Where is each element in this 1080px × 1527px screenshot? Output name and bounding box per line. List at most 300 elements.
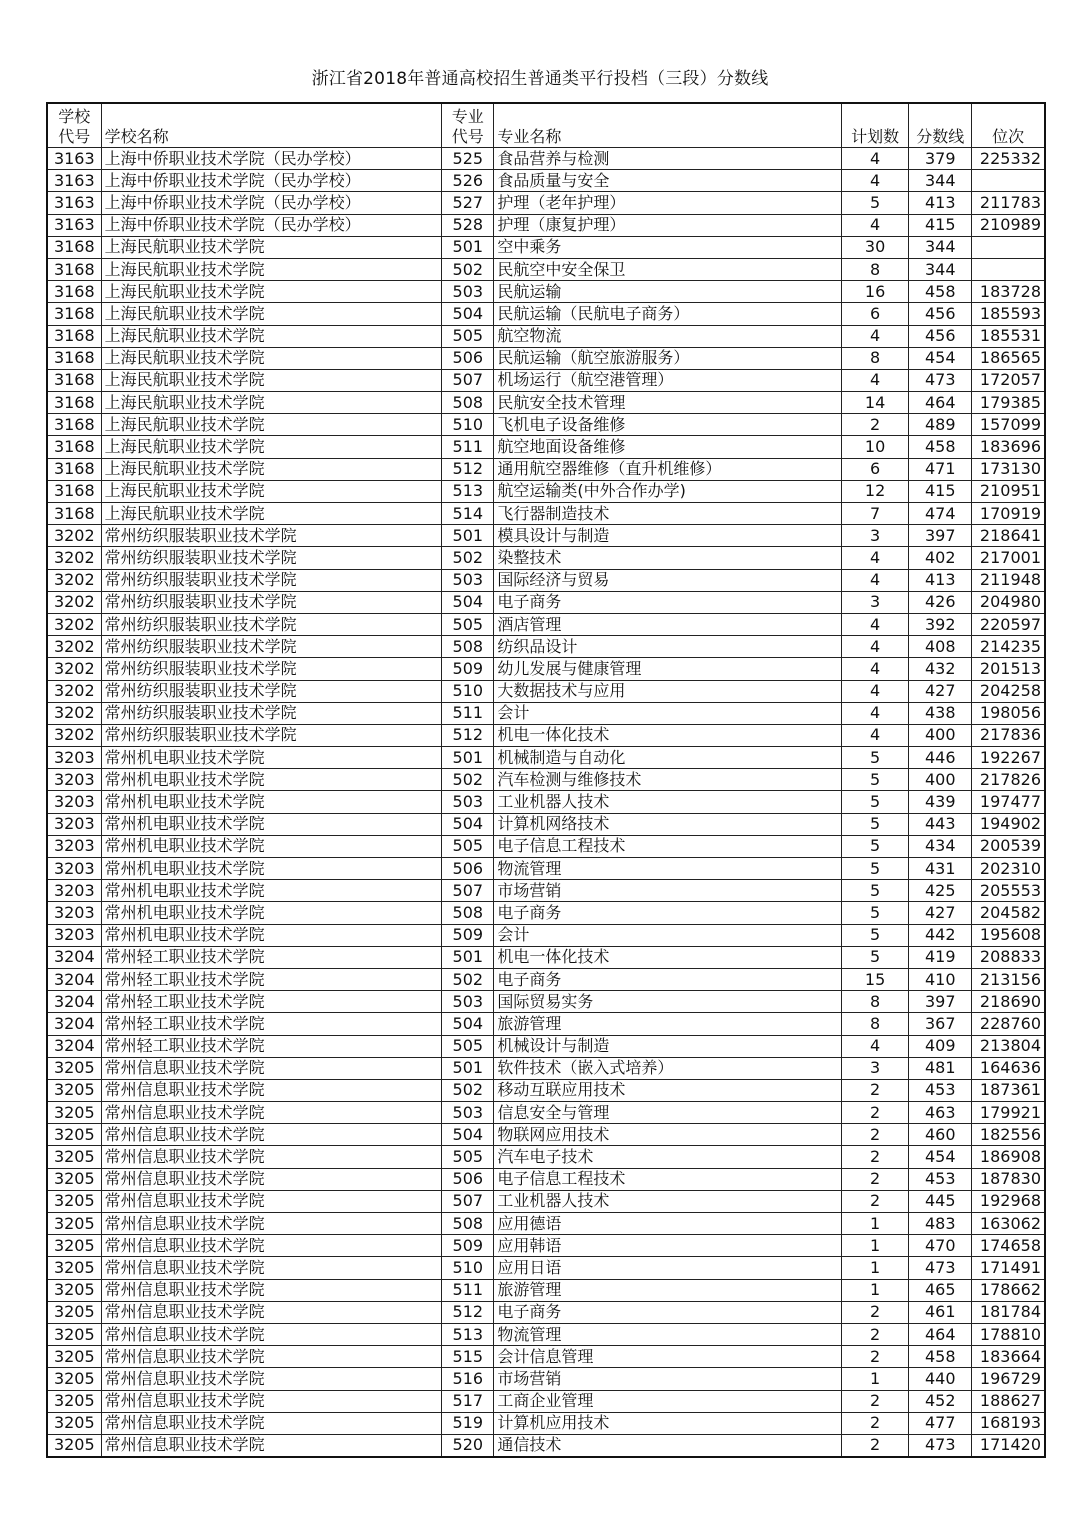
cell-score: 438 (909, 702, 972, 724)
cell-plan: 4 (842, 680, 909, 702)
cell-major-name: 电子信息工程技术 (494, 835, 842, 857)
cell-school-name: 常州信息职业技术学院 (101, 1168, 442, 1190)
cell-major-code: 513 (442, 480, 494, 502)
cell-rank: 170919 (972, 503, 1045, 525)
table-row (47, 1057, 1045, 1079)
header-school-code-line1: 学校 (58, 107, 91, 126)
cell-major-name: 飞行器制造技术 (494, 503, 842, 525)
cell-score: 453 (909, 1168, 972, 1190)
table-row (47, 1035, 1045, 1057)
cell-rank: 178662 (972, 1279, 1045, 1301)
cell-school-code: 3203 (47, 902, 101, 924)
table-row (47, 769, 1045, 791)
cell-school-code: 3163 (47, 214, 101, 236)
cell-school-name: 上海民航职业技术学院 (101, 325, 442, 347)
cell-school-name: 常州机电职业技术学院 (101, 880, 442, 902)
cell-major-name: 会计信息管理 (494, 1346, 842, 1368)
table-row (47, 148, 1045, 170)
cell-major-name: 航空地面设备维修 (494, 436, 842, 458)
cell-school-code: 3205 (47, 1190, 101, 1212)
cell-school-name: 常州纺织服装职业技术学院 (101, 702, 442, 724)
cell-school-name: 上海民航职业技术学院 (101, 480, 442, 502)
cell-major-code: 503 (442, 569, 494, 591)
cell-school-name: 常州纺织服装职业技术学院 (101, 613, 442, 635)
cell-plan: 2 (842, 1434, 909, 1457)
cell-major-code: 517 (442, 1390, 494, 1412)
cell-rank: 192968 (972, 1190, 1045, 1212)
cell-rank: 185531 (972, 325, 1045, 347)
cell-school-name: 常州信息职业技术学院 (101, 1235, 442, 1257)
cell-major-code: 504 (442, 1124, 494, 1146)
cell-major-code: 504 (442, 1013, 494, 1035)
cell-major-name: 应用日语 (494, 1257, 842, 1279)
table-row (47, 547, 1045, 569)
cell-plan: 10 (842, 436, 909, 458)
cell-school-code: 3205 (47, 1279, 101, 1301)
cell-major-name: 旅游管理 (494, 1013, 842, 1035)
cell-school-name: 常州机电职业技术学院 (101, 858, 442, 880)
cell-major-code: 503 (442, 281, 494, 303)
cell-plan: 6 (842, 303, 909, 325)
cell-major-name: 工商企业管理 (494, 1390, 842, 1412)
cell-school-code: 3205 (47, 1301, 101, 1323)
cell-major-code: 526 (442, 170, 494, 192)
cell-rank: 186908 (972, 1146, 1045, 1168)
cell-plan: 2 (842, 1146, 909, 1168)
cell-major-code: 528 (442, 214, 494, 236)
document-title: 浙江省2018年普通高校招生普通类平行投档（三段）分数线 (311, 69, 769, 89)
cell-school-name: 上海民航职业技术学院 (101, 236, 442, 258)
cell-school-name: 常州信息职业技术学院 (101, 1279, 442, 1301)
cell-school-name: 常州信息职业技术学院 (101, 1124, 442, 1146)
cell-school-code: 3205 (47, 1057, 101, 1079)
cell-plan: 4 (842, 1035, 909, 1057)
cell-major-code: 516 (442, 1368, 494, 1390)
cell-school-code: 3168 (47, 325, 101, 347)
cell-major-code: 502 (442, 1079, 494, 1101)
cell-rank: 183664 (972, 1346, 1045, 1368)
table-row (47, 613, 1045, 635)
cell-school-code: 3205 (47, 1390, 101, 1412)
cell-school-code: 3204 (47, 991, 101, 1013)
cell-rank: 182556 (972, 1124, 1045, 1146)
cell-major-name: 通用航空器维修（直升机维修） (494, 458, 842, 480)
cell-school-code: 3168 (47, 458, 101, 480)
cell-rank: 163062 (972, 1213, 1045, 1235)
cell-score: 445 (909, 1190, 972, 1212)
table-row (47, 503, 1045, 525)
cell-rank: 214235 (972, 636, 1045, 658)
table-row (47, 1390, 1045, 1412)
cell-school-code: 3205 (47, 1323, 101, 1345)
table-row (47, 436, 1045, 458)
cell-rank: 210951 (972, 480, 1045, 502)
cell-plan: 12 (842, 480, 909, 502)
header-school-code (47, 103, 101, 148)
cell-school-name: 常州信息职业技术学院 (101, 1057, 442, 1079)
cell-major-name: 电子商务 (494, 968, 842, 990)
cell-school-name: 常州轻工职业技术学院 (101, 968, 442, 990)
cell-plan: 5 (842, 858, 909, 880)
cell-plan: 2 (842, 1346, 909, 1368)
cell-score: 442 (909, 924, 972, 946)
cell-plan: 4 (842, 214, 909, 236)
cell-major-code: 501 (442, 1057, 494, 1079)
cell-major-code: 508 (442, 392, 494, 414)
cell-school-name: 常州纺织服装职业技术学院 (101, 569, 442, 591)
cell-score: 473 (909, 369, 972, 391)
cell-major-code: 505 (442, 613, 494, 635)
cell-major-code: 505 (442, 1146, 494, 1168)
cell-plan: 2 (842, 414, 909, 436)
cell-major-name: 航空运输类(中外合作办学) (494, 480, 842, 502)
cell-rank: 174658 (972, 1235, 1045, 1257)
cell-major-code: 504 (442, 303, 494, 325)
table-row (47, 1301, 1045, 1323)
cell-major-code: 502 (442, 968, 494, 990)
table-row (47, 480, 1045, 502)
cell-school-code: 3205 (47, 1412, 101, 1434)
table-row (47, 702, 1045, 724)
cell-school-code: 3168 (47, 281, 101, 303)
cell-major-name: 移动互联应用技术 (494, 1079, 842, 1101)
cell-plan: 4 (842, 702, 909, 724)
cell-score: 344 (909, 258, 972, 280)
cell-plan: 14 (842, 392, 909, 414)
cell-school-name: 上海民航职业技术学院 (101, 303, 442, 325)
cell-school-code: 3203 (47, 791, 101, 813)
cell-school-code: 3202 (47, 636, 101, 658)
cell-school-code: 3205 (47, 1124, 101, 1146)
header-school-code-line2: 代号 (58, 127, 91, 146)
cell-rank: 171491 (972, 1257, 1045, 1279)
cell-score: 415 (909, 214, 972, 236)
cell-major-name: 纺织品设计 (494, 636, 842, 658)
header-rank: 位次 (972, 103, 1045, 148)
cell-score: 425 (909, 880, 972, 902)
cell-major-code: 510 (442, 1257, 494, 1279)
cell-major-name: 工业机器人技术 (494, 1190, 842, 1212)
table-row (47, 791, 1045, 813)
cell-school-name: 上海中侨职业技术学院（民办学校） (101, 148, 442, 170)
cell-score: 415 (909, 480, 972, 502)
cell-school-code: 3205 (47, 1368, 101, 1390)
cell-plan: 5 (842, 747, 909, 769)
cell-rank: 211948 (972, 569, 1045, 591)
cell-school-code: 3203 (47, 813, 101, 835)
cell-school-code: 3168 (47, 258, 101, 280)
cell-major-code: 506 (442, 1168, 494, 1190)
cell-major-code: 504 (442, 591, 494, 613)
cell-school-name: 常州机电职业技术学院 (101, 902, 442, 924)
cell-major-name: 机场运行（航空港管理） (494, 369, 842, 391)
cell-plan: 5 (842, 769, 909, 791)
cell-rank: 200539 (972, 835, 1045, 857)
cell-score: 443 (909, 813, 972, 835)
table-row (47, 991, 1045, 1013)
cell-plan: 1 (842, 1279, 909, 1301)
cell-school-name: 常州信息职业技术学院 (101, 1102, 442, 1124)
table-row (47, 724, 1045, 746)
cell-rank: 164636 (972, 1057, 1045, 1079)
cell-major-name: 计算机应用技术 (494, 1412, 842, 1434)
table-row (47, 458, 1045, 480)
cell-major-code: 508 (442, 902, 494, 924)
table-row (47, 525, 1045, 547)
cell-score: 413 (909, 569, 972, 591)
cell-major-name: 通信技术 (494, 1434, 842, 1457)
table-row (47, 214, 1045, 236)
table-row (47, 835, 1045, 857)
cell-rank: 171420 (972, 1434, 1045, 1457)
cell-major-name: 电子商务 (494, 902, 842, 924)
table-row (47, 1146, 1045, 1168)
cell-rank: 225332 (972, 148, 1045, 170)
cell-major-code: 510 (442, 414, 494, 436)
cell-school-code: 3205 (47, 1079, 101, 1101)
cell-rank: 157099 (972, 414, 1045, 436)
cell-major-name: 民航运输（航空旅游服务） (494, 347, 842, 369)
cell-plan: 3 (842, 591, 909, 613)
cell-rank (972, 258, 1045, 280)
cell-score: 454 (909, 1146, 972, 1168)
cell-major-name: 食品质量与安全 (494, 170, 842, 192)
cell-rank: 173130 (972, 458, 1045, 480)
cell-plan: 5 (842, 813, 909, 835)
cell-school-name: 上海民航职业技术学院 (101, 436, 442, 458)
table-row (47, 1168, 1045, 1190)
table-row (47, 813, 1045, 835)
cell-score: 461 (909, 1301, 972, 1323)
cell-school-name: 上海民航职业技术学院 (101, 347, 442, 369)
cell-school-code: 3202 (47, 569, 101, 591)
cell-school-name: 常州纺织服装职业技术学院 (101, 591, 442, 613)
table-row (47, 281, 1045, 303)
cell-score: 481 (909, 1057, 972, 1079)
cell-school-name: 上海民航职业技术学院 (101, 281, 442, 303)
cell-rank: 179921 (972, 1102, 1045, 1124)
cell-school-name: 常州机电职业技术学院 (101, 747, 442, 769)
cell-major-name: 机电一体化技术 (494, 724, 842, 746)
cell-school-name: 常州纺织服装职业技术学院 (101, 680, 442, 702)
cell-school-name: 常州信息职业技术学院 (101, 1323, 442, 1345)
cell-plan: 2 (842, 1390, 909, 1412)
cell-score: 464 (909, 1323, 972, 1345)
cell-score: 458 (909, 281, 972, 303)
cell-school-name: 常州信息职业技术学院 (101, 1368, 442, 1390)
cell-major-code: 512 (442, 1301, 494, 1323)
table-row (47, 858, 1045, 880)
table-row (47, 236, 1045, 258)
cell-major-name: 市场营销 (494, 1368, 842, 1390)
cell-school-code: 3204 (47, 968, 101, 990)
cell-score: 419 (909, 946, 972, 968)
cell-rank: 198056 (972, 702, 1045, 724)
cell-major-name: 飞机电子设备维修 (494, 414, 842, 436)
cell-major-code: 501 (442, 946, 494, 968)
cell-major-code: 511 (442, 1279, 494, 1301)
cell-major-code: 502 (442, 258, 494, 280)
cell-rank: 192267 (972, 747, 1045, 769)
table-row (47, 1079, 1045, 1101)
table-row (47, 369, 1045, 391)
table-row (47, 1190, 1045, 1212)
cell-major-code: 508 (442, 636, 494, 658)
cell-major-code: 508 (442, 1213, 494, 1235)
cell-major-name: 食品营养与检测 (494, 148, 842, 170)
cell-score: 413 (909, 192, 972, 214)
cell-plan: 5 (842, 902, 909, 924)
cell-major-code: 506 (442, 858, 494, 880)
cell-plan: 8 (842, 991, 909, 1013)
cell-major-code: 507 (442, 880, 494, 902)
cell-major-name: 汽车电子技术 (494, 1146, 842, 1168)
cell-score: 452 (909, 1390, 972, 1412)
table-row (47, 924, 1045, 946)
cell-school-code: 3205 (47, 1257, 101, 1279)
header-row (47, 103, 1045, 148)
cell-rank: 204582 (972, 902, 1045, 924)
cell-school-name: 常州纺织服装职业技术学院 (101, 547, 442, 569)
cell-plan: 4 (842, 170, 909, 192)
cell-plan: 4 (842, 613, 909, 635)
cell-school-code: 3204 (47, 1035, 101, 1057)
cell-rank: 196729 (972, 1368, 1045, 1390)
cell-plan: 2 (842, 1412, 909, 1434)
cell-rank: 201513 (972, 658, 1045, 680)
header-major-name: 专业名称 (494, 103, 842, 148)
cell-school-name: 上海民航职业技术学院 (101, 414, 442, 436)
cell-school-code: 3202 (47, 658, 101, 680)
cell-rank: 211783 (972, 192, 1045, 214)
cell-major-name: 幼儿发展与健康管理 (494, 658, 842, 680)
cell-school-name: 上海民航职业技术学院 (101, 369, 442, 391)
cell-score: 456 (909, 303, 972, 325)
cell-score: 426 (909, 591, 972, 613)
cell-plan: 16 (842, 281, 909, 303)
table-row (47, 747, 1045, 769)
cell-school-code: 3202 (47, 680, 101, 702)
cell-major-name: 机电一体化技术 (494, 946, 842, 968)
cell-major-name: 护理（康复护理） (494, 214, 842, 236)
cell-rank: 205553 (972, 880, 1045, 902)
cell-major-code: 501 (442, 747, 494, 769)
cell-score: 473 (909, 1257, 972, 1279)
cell-plan: 5 (842, 791, 909, 813)
cell-school-code: 3168 (47, 347, 101, 369)
cell-major-code: 510 (442, 680, 494, 702)
cell-rank: 217836 (972, 724, 1045, 746)
cell-major-name: 会计 (494, 924, 842, 946)
cell-major-name: 电子商务 (494, 591, 842, 613)
cell-score: 470 (909, 1235, 972, 1257)
cell-major-code: 514 (442, 503, 494, 525)
cell-plan: 1 (842, 1368, 909, 1390)
cell-school-name: 常州信息职业技术学院 (101, 1257, 442, 1279)
cell-score: 409 (909, 1035, 972, 1057)
cell-plan: 15 (842, 968, 909, 990)
cell-school-name: 上海中侨职业技术学院（民办学校） (101, 214, 442, 236)
cell-major-code: 503 (442, 1102, 494, 1124)
cell-school-code: 3205 (47, 1346, 101, 1368)
cell-school-name: 常州轻工职业技术学院 (101, 946, 442, 968)
table-row (47, 347, 1045, 369)
cell-rank: 187361 (972, 1079, 1045, 1101)
cell-plan: 1 (842, 1213, 909, 1235)
table-row (47, 658, 1045, 680)
table-row (47, 392, 1045, 414)
cell-school-name: 常州机电职业技术学院 (101, 791, 442, 813)
cell-major-name: 酒店管理 (494, 613, 842, 635)
cell-score: 402 (909, 547, 972, 569)
cell-school-name: 常州信息职业技术学院 (101, 1412, 442, 1434)
cell-plan: 30 (842, 236, 909, 258)
cell-score: 397 (909, 525, 972, 547)
cell-major-code: 509 (442, 924, 494, 946)
cell-rank: 188627 (972, 1390, 1045, 1412)
cell-major-name: 工业机器人技术 (494, 791, 842, 813)
cell-school-name: 常州信息职业技术学院 (101, 1434, 442, 1457)
cell-school-name: 常州轻工职业技术学院 (101, 1013, 442, 1035)
cell-score: 397 (909, 991, 972, 1013)
cell-school-name: 常州轻工职业技术学院 (101, 991, 442, 1013)
cell-plan: 2 (842, 1102, 909, 1124)
table-row (47, 1346, 1045, 1368)
cell-rank (972, 236, 1045, 258)
cell-major-code: 520 (442, 1434, 494, 1457)
cell-rank: 220597 (972, 613, 1045, 635)
cell-score: 489 (909, 414, 972, 436)
cell-school-code: 3203 (47, 747, 101, 769)
cell-rank: 168193 (972, 1412, 1045, 1434)
cell-school-code: 3202 (47, 724, 101, 746)
cell-score: 344 (909, 236, 972, 258)
cell-major-name: 空中乘务 (494, 236, 842, 258)
cell-rank: 195608 (972, 924, 1045, 946)
cell-rank: 187830 (972, 1168, 1045, 1190)
cell-score: 431 (909, 858, 972, 880)
cell-school-code: 3168 (47, 236, 101, 258)
cell-plan: 2 (842, 1190, 909, 1212)
cell-school-name: 常州信息职业技术学院 (101, 1301, 442, 1323)
cell-school-name: 常州机电职业技术学院 (101, 924, 442, 946)
table-row (47, 258, 1045, 280)
cell-school-code: 3204 (47, 946, 101, 968)
cell-score: 483 (909, 1213, 972, 1235)
header-school-name: 学校名称 (101, 103, 442, 148)
cell-major-code: 503 (442, 991, 494, 1013)
cell-rank: 213804 (972, 1035, 1045, 1057)
cell-major-code: 512 (442, 458, 494, 480)
cell-major-name: 电子商务 (494, 1301, 842, 1323)
cell-score: 379 (909, 148, 972, 170)
cell-school-code: 3203 (47, 835, 101, 857)
cell-rank: 185593 (972, 303, 1045, 325)
cell-school-code: 3204 (47, 1013, 101, 1035)
cell-plan: 8 (842, 258, 909, 280)
table-row (47, 1323, 1045, 1345)
cell-plan: 1 (842, 1235, 909, 1257)
cell-score: 408 (909, 636, 972, 658)
cell-rank: 172057 (972, 369, 1045, 391)
cell-plan: 3 (842, 525, 909, 547)
table-row (47, 636, 1045, 658)
cell-rank: 178810 (972, 1323, 1045, 1345)
table-row (47, 1279, 1045, 1301)
cell-rank: 204258 (972, 680, 1045, 702)
cell-school-code: 3163 (47, 170, 101, 192)
header-major-code-line2: 代号 (451, 127, 484, 146)
